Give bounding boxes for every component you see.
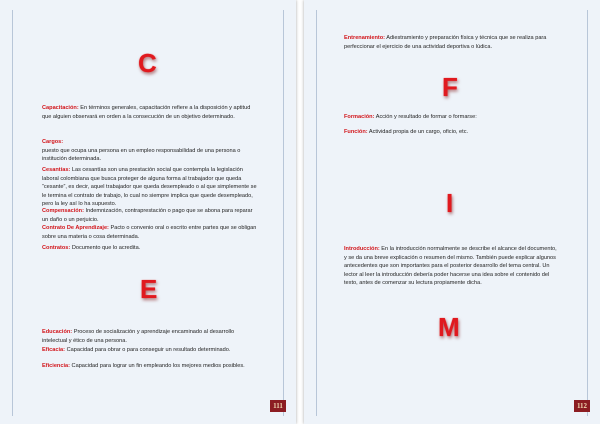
glossary-entry [344,34,560,51]
entry-definition: Pacto o convenio oral o escrito entre partes que se obligan sobre una materia o cosa determinada. [42,225,257,240]
entry-term: Eficiencia: [42,363,70,369]
entry-term: Formación: [344,114,375,120]
section-letter-m: M [438,312,460,342]
section-letter-i: I [446,188,454,218]
entry-definition: Proceso de socialización y aprendizaje encaminado al desarrollo intelectual y ético de una persona. [42,329,235,344]
entry-term: Eficacia: [42,347,66,353]
entry-term: Contratos: [42,245,71,251]
entry-term: Introducción: [344,246,380,252]
entry-definition: Capacidad para obrar o para conseguir un resultado determinado. [65,347,231,353]
page-number: 112 [574,400,590,412]
entry-definition: Adiestramiento y preparación física y técnica que se realiza para perfeccionar el ejercicio de una actividad deportiva o lúdica. [344,35,547,50]
entry-term: Cargos: [42,139,64,145]
entry-definition: Documento que lo acredita. [70,245,141,251]
glossary-entry [42,346,258,355]
entry-definition: Acción y resultado de formar o formarse: [374,114,477,120]
entry-term: Función: [344,129,368,135]
page-number: 111 [270,400,286,412]
glossary-entry [42,224,258,241]
glossary-entry [344,113,560,122]
glossary-entry [42,104,258,121]
entry-definition: En términos generales, capacitación refiere a la disposición y aptitud que alguien observará en orden a la consecución de un objetivo determinado. [42,105,251,120]
entry-definition: puesto que ocupa una persona en un empleo responsabilidad de una persona o institución determinada. [42,147,241,163]
entry-term: Educación: [42,329,73,335]
entry-definition: Actividad propia de un cargo, oficio, etc. [367,129,469,135]
entry-term: Contrato De Aprendizaje: [42,225,109,231]
entry-definition: Capacidad para lograr un fin empleando los mejores medios posibles. [69,363,245,369]
glossary-entry [344,128,560,137]
section-letter-f: F [442,72,458,102]
entry-term: Entrenamiento: [344,35,386,41]
glossary-entry [42,244,258,253]
entry-term: Cesantías: [42,167,71,173]
glossary-entry [42,207,258,224]
left-page [0,0,296,424]
glossary-entry [42,362,258,371]
glossary-entry [42,166,258,209]
glossary-entry [344,245,560,288]
right-page [304,0,600,424]
section-letter-e: E [140,274,158,304]
glossary-entry [42,328,258,345]
glossary-entry [42,138,258,164]
entry-term: Compensación: [42,208,84,214]
section-letter-c: C [138,48,157,78]
entry-term: Capacitación: [42,105,79,111]
entry-definition: En la introducción normalmente se describe el alcance del documento, y se da una breve explicación o resumen del mismo. También puede explicar algunos antecedentes que son importantes para el posterior desarrollo del tema central. Un lector al leer la introducción debería poder hacerse una idea sobre el contenido del texto, antes de comenzar su lectura propiamente dicha. [344,246,557,287]
entry-definition: Indemnización, contraprestación o pago que se abona para reparar un daño o un perjuicio. [42,208,253,223]
entry-definition: Las cesantías son una prestación social que contempla la legislación laboral colombiana que busca proteger de alguna forma al trabajador que queda “cesante”, es decir, aquel trabajador que queda desempleado o al que simplemente se le termina el contrato de trabajo, lo cual no siempre implica que quede desempleado, pero la ley así lo ha supuesto. [42,167,257,208]
